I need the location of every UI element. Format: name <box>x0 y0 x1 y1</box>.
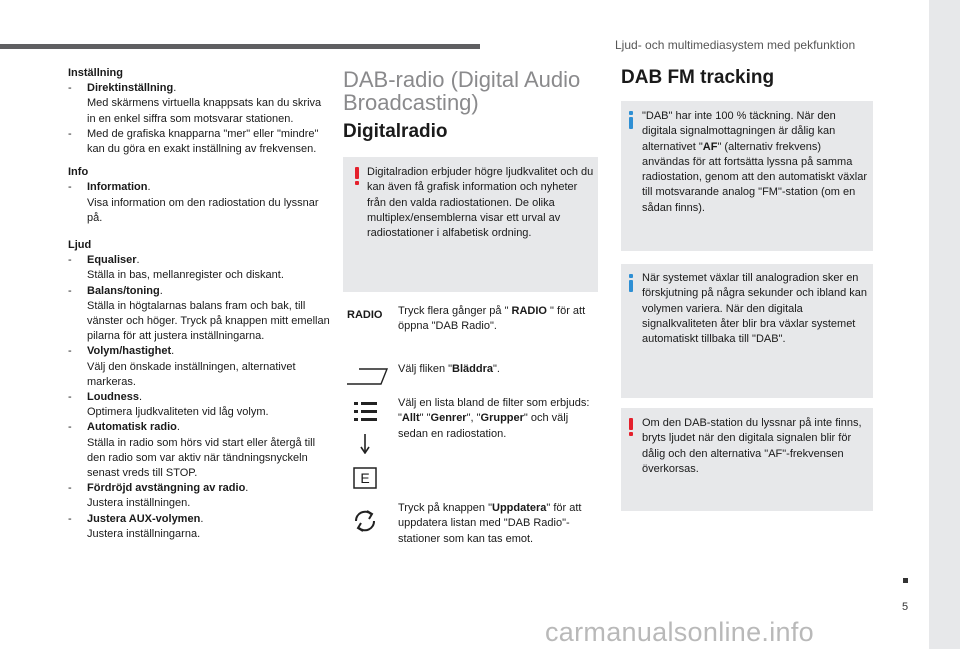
end-marker <box>903 578 908 583</box>
page-number: 5 <box>902 601 909 613</box>
item-text: Med skärmens virtuella knappsats kan du skriva in en enkel siffra som motsvarar stationen. <box>87 97 322 125</box>
step-text-filter: Välj en lista bland de filter som erbjuds: "Allt" "Genrer", "Grupper" och välj sedan en radiostation. <box>398 397 590 440</box>
dab-heading-line1: DAB-radio (Digital Audio <box>343 67 581 92</box>
section-heading-installning: Inställning <box>68 67 123 79</box>
warning-box-text: Digitalradion erbjuder högre ljudkvalitet och du kan även få grafisk information och nyheter från den valda radiostationen. De olika multiplex/ensemblerna visar ett urval av radiostationer i alfabetisk ordning. <box>367 166 594 240</box>
list-item: - Information. Visa information om den radiostation du lyssnar på. <box>68 181 319 224</box>
item-text: Välj den önskade inställningen, alternativet markeras. <box>87 360 296 388</box>
item-text: Med de grafiska knapparna "mer" eller "mindre" kan du göra en exakt inställning av frekvensen. <box>87 127 319 156</box>
dab-heading-line2: Broadcasting) <box>343 90 479 115</box>
warning-icon <box>629 418 634 436</box>
list-item: - Automatisk radio. Ställa in radio som hörs vid start eller återgå till den radio som var aktiv när tändningsnyckeln senast vreds till STOP. <box>68 421 316 480</box>
item-name: Justera AUX-volymen <box>87 512 201 525</box>
item-name: Volym/hastighet <box>87 345 172 358</box>
list-item: - Justera AUX-volymen. Justera inställningarna. <box>68 512 204 540</box>
list-item: - Equaliser. Ställa in bas, mellanregister och diskant. <box>68 254 284 282</box>
radio-button-icon: RADIO <box>347 309 383 321</box>
left-column <box>68 66 330 542</box>
warning-box-dab-text: Om den DAB-station du lyssnar på inte finns, bryts ljudet när den digitala signalen blir för dålig och den alternativa "AF"-frekvensen överkorsas. <box>642 417 862 475</box>
item-text: Ställa in radio som hörs vid start eller återgå till den radio som var aktiv när tändningsnyckeln senast vreds till STOP. <box>87 436 316 480</box>
item-name: Loudness <box>87 391 139 404</box>
refresh-icon <box>352 508 378 534</box>
dab-fm-tracking-heading: DAB FM tracking <box>621 67 775 88</box>
item-text: Ställa in bas, mellanregister och diskant. <box>87 269 284 282</box>
list-filter-icon <box>353 400 379 424</box>
section-heading-ljud: Ljud <box>68 239 92 252</box>
list-item: - Volym/hastighet. Välj den önskade inställningen, alternativet markeras. <box>68 345 296 388</box>
info-icon <box>629 111 634 129</box>
warning-icon <box>355 167 360 185</box>
item-name: Fördröjd avstängning av radio <box>87 482 246 495</box>
watermark: carmanualsonline.info <box>545 617 814 647</box>
item-name: Information <box>87 181 148 194</box>
letter-e-label: E <box>360 470 370 486</box>
dab-radio-heading <box>343 68 603 114</box>
tab-icon <box>345 367 389 385</box>
item-name: Equaliser <box>87 254 137 267</box>
digitalradio-heading: Digitalradio <box>343 121 448 142</box>
item-name: Automatisk radio <box>87 421 177 434</box>
item-text: Justera inställningarna. <box>87 527 201 540</box>
item-text: Justera inställningen. <box>87 497 191 510</box>
item-text: Optimera ljudkvaliteten vid låg volym. <box>87 406 269 419</box>
step-text-refresh: Tryck på knappen "Uppdatera" för att uppdatera listan med "DAB Radio"-stationer som kan tas emot. <box>398 502 582 545</box>
list-item: - Loudness. Optimera ljudkvaliteten vid låg volym. <box>68 391 269 419</box>
info-icon <box>629 274 634 292</box>
list-item: - Balans/toning. Ställa in högtalarnas balans fram och bak, till vänster och höger. Tryck på knappen mitt emellan pilarna för att justera inställningarna. <box>68 284 330 343</box>
item-text: Visa information om den radiostation du lyssnar på. <box>87 196 319 224</box>
side-strip <box>929 0 960 649</box>
page-header-title: Ljud- och multimediasystem med pekfunktion <box>615 38 856 52</box>
list-item: - Direktinställning. Med skärmens virtuella knappsats kan du skriva in en enkel siffra som motsvarar stationen. <box>68 82 322 125</box>
info-box-1-text: "DAB" har inte 100 % täckning. När den digitala signalmottagningen är dålig kan alternativet "AF" (alternativ frekvens) användas för att fortsätta lyssna på samma radiostation, genom att den automatiskt växlar till motsvarande analog "FM"-station (om en sådan finns). <box>642 110 868 214</box>
list-item: - Fördröjd avstängning av radio. Justera inställningen. <box>68 482 249 510</box>
item-name: Direktinställning <box>87 82 174 95</box>
step-text-radio: Tryck flera gånger på " RADIO " för att öppna "DAB Radio". <box>398 305 586 333</box>
step-text-tab: Välj fliken "Bläddra". <box>398 363 500 375</box>
info-box-2-text: När systemet växlar till analogradion sker en förskjutning på några sekunder och ibland kan volymen variera. När den digitala signalkvaliteten åter blir bra växlar systemet automatiskt tillbaka till "DAB". <box>642 272 868 346</box>
item-name: Balans/toning <box>87 284 160 297</box>
header-bar <box>0 44 480 49</box>
list-item: - Med de grafiska knapparna "mer" eller "mindre" kan du göra en exakt inställning av frekvensen. <box>68 127 319 156</box>
item-text: Ställa in högtalarnas balans fram och bak, till vänster och höger. Tryck på knappen mitt emellan pilarna för att justera inställningarna. <box>87 299 330 343</box>
section-heading-info: Info <box>68 166 89 179</box>
down-arrow-icon <box>360 434 370 454</box>
